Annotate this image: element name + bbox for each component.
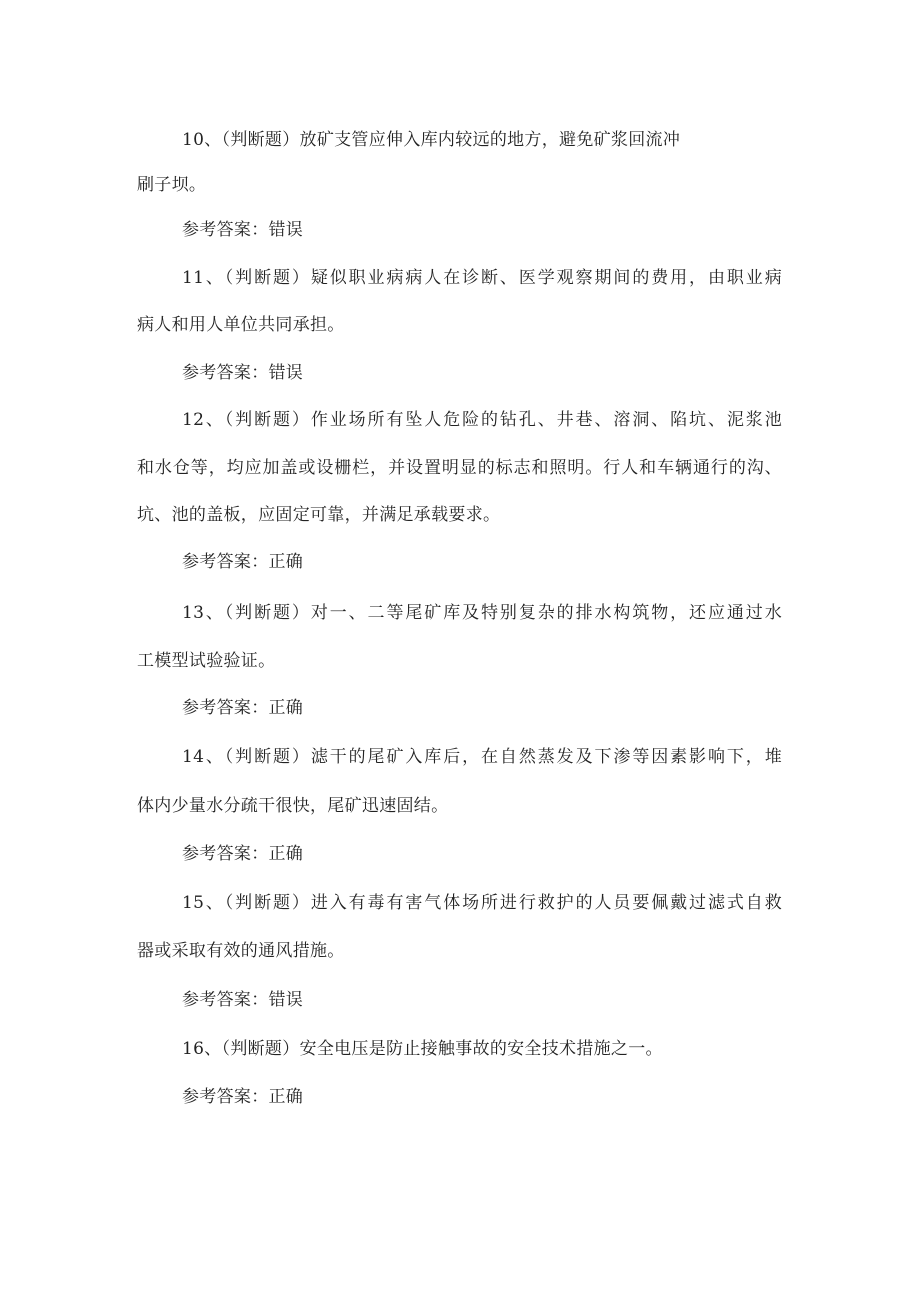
answer-line: 参考答案：正确 — [182, 552, 304, 572]
question-text-line: 11、（判断题）疑似职业病病人在诊断、医学观察期间的费用，由职业病 — [182, 268, 782, 288]
question-text-line: 刷子坝。 — [137, 175, 207, 195]
question-text-line: 14、（判断题）滤干的尾矿入库后，在自然蒸发及下渗等因素影响下，堆 — [182, 747, 782, 767]
question-text-line: 12、（判断题）作业场所有坠人危险的钻孔、井巷、溶洞、陷坑、泥浆池 — [182, 410, 782, 430]
answer-line: 参考答案：错误 — [182, 990, 304, 1010]
question-text-line: 坑、池的盖板，应固定可靠，并满足承载要求。 — [137, 505, 501, 525]
question-text-line: 16、（判断题）安全电压是防止接触事故的安全技术措施之一。 — [182, 1039, 663, 1059]
question-text-line: 15、（判断题）进入有毒有害气体场所进行救护的人员要佩戴过滤式自救 — [182, 893, 782, 913]
answer-line: 参考答案：正确 — [182, 1087, 304, 1107]
question-text-line: 和水仓等，均应加盖或设栅栏，并设置明显的标志和照明。行人和车辆通行的沟、 — [137, 458, 782, 478]
answer-line: 参考答案：正确 — [182, 698, 304, 718]
question-text-line: 体内少量水分疏干很快，尾矿迅速固结。 — [137, 796, 449, 816]
answer-line: 参考答案：正确 — [182, 844, 304, 864]
question-text-line: 10、（判断题）放矿支管应伸入库内较远的地方，避免矿浆回流冲 — [182, 130, 681, 150]
answer-line: 参考答案：错误 — [182, 363, 304, 383]
question-text-line: 工模型试验验证。 — [137, 651, 276, 671]
question-text-line: 病人和用人单位共同承担。 — [137, 315, 345, 335]
question-text-line: 13、（判断题）对一、二等尾矿库及特别复杂的排水构筑物，还应通过水 — [182, 603, 782, 623]
question-text-line: 器或采取有效的通风措施。 — [137, 941, 345, 961]
answer-line: 参考答案：错误 — [182, 220, 304, 240]
